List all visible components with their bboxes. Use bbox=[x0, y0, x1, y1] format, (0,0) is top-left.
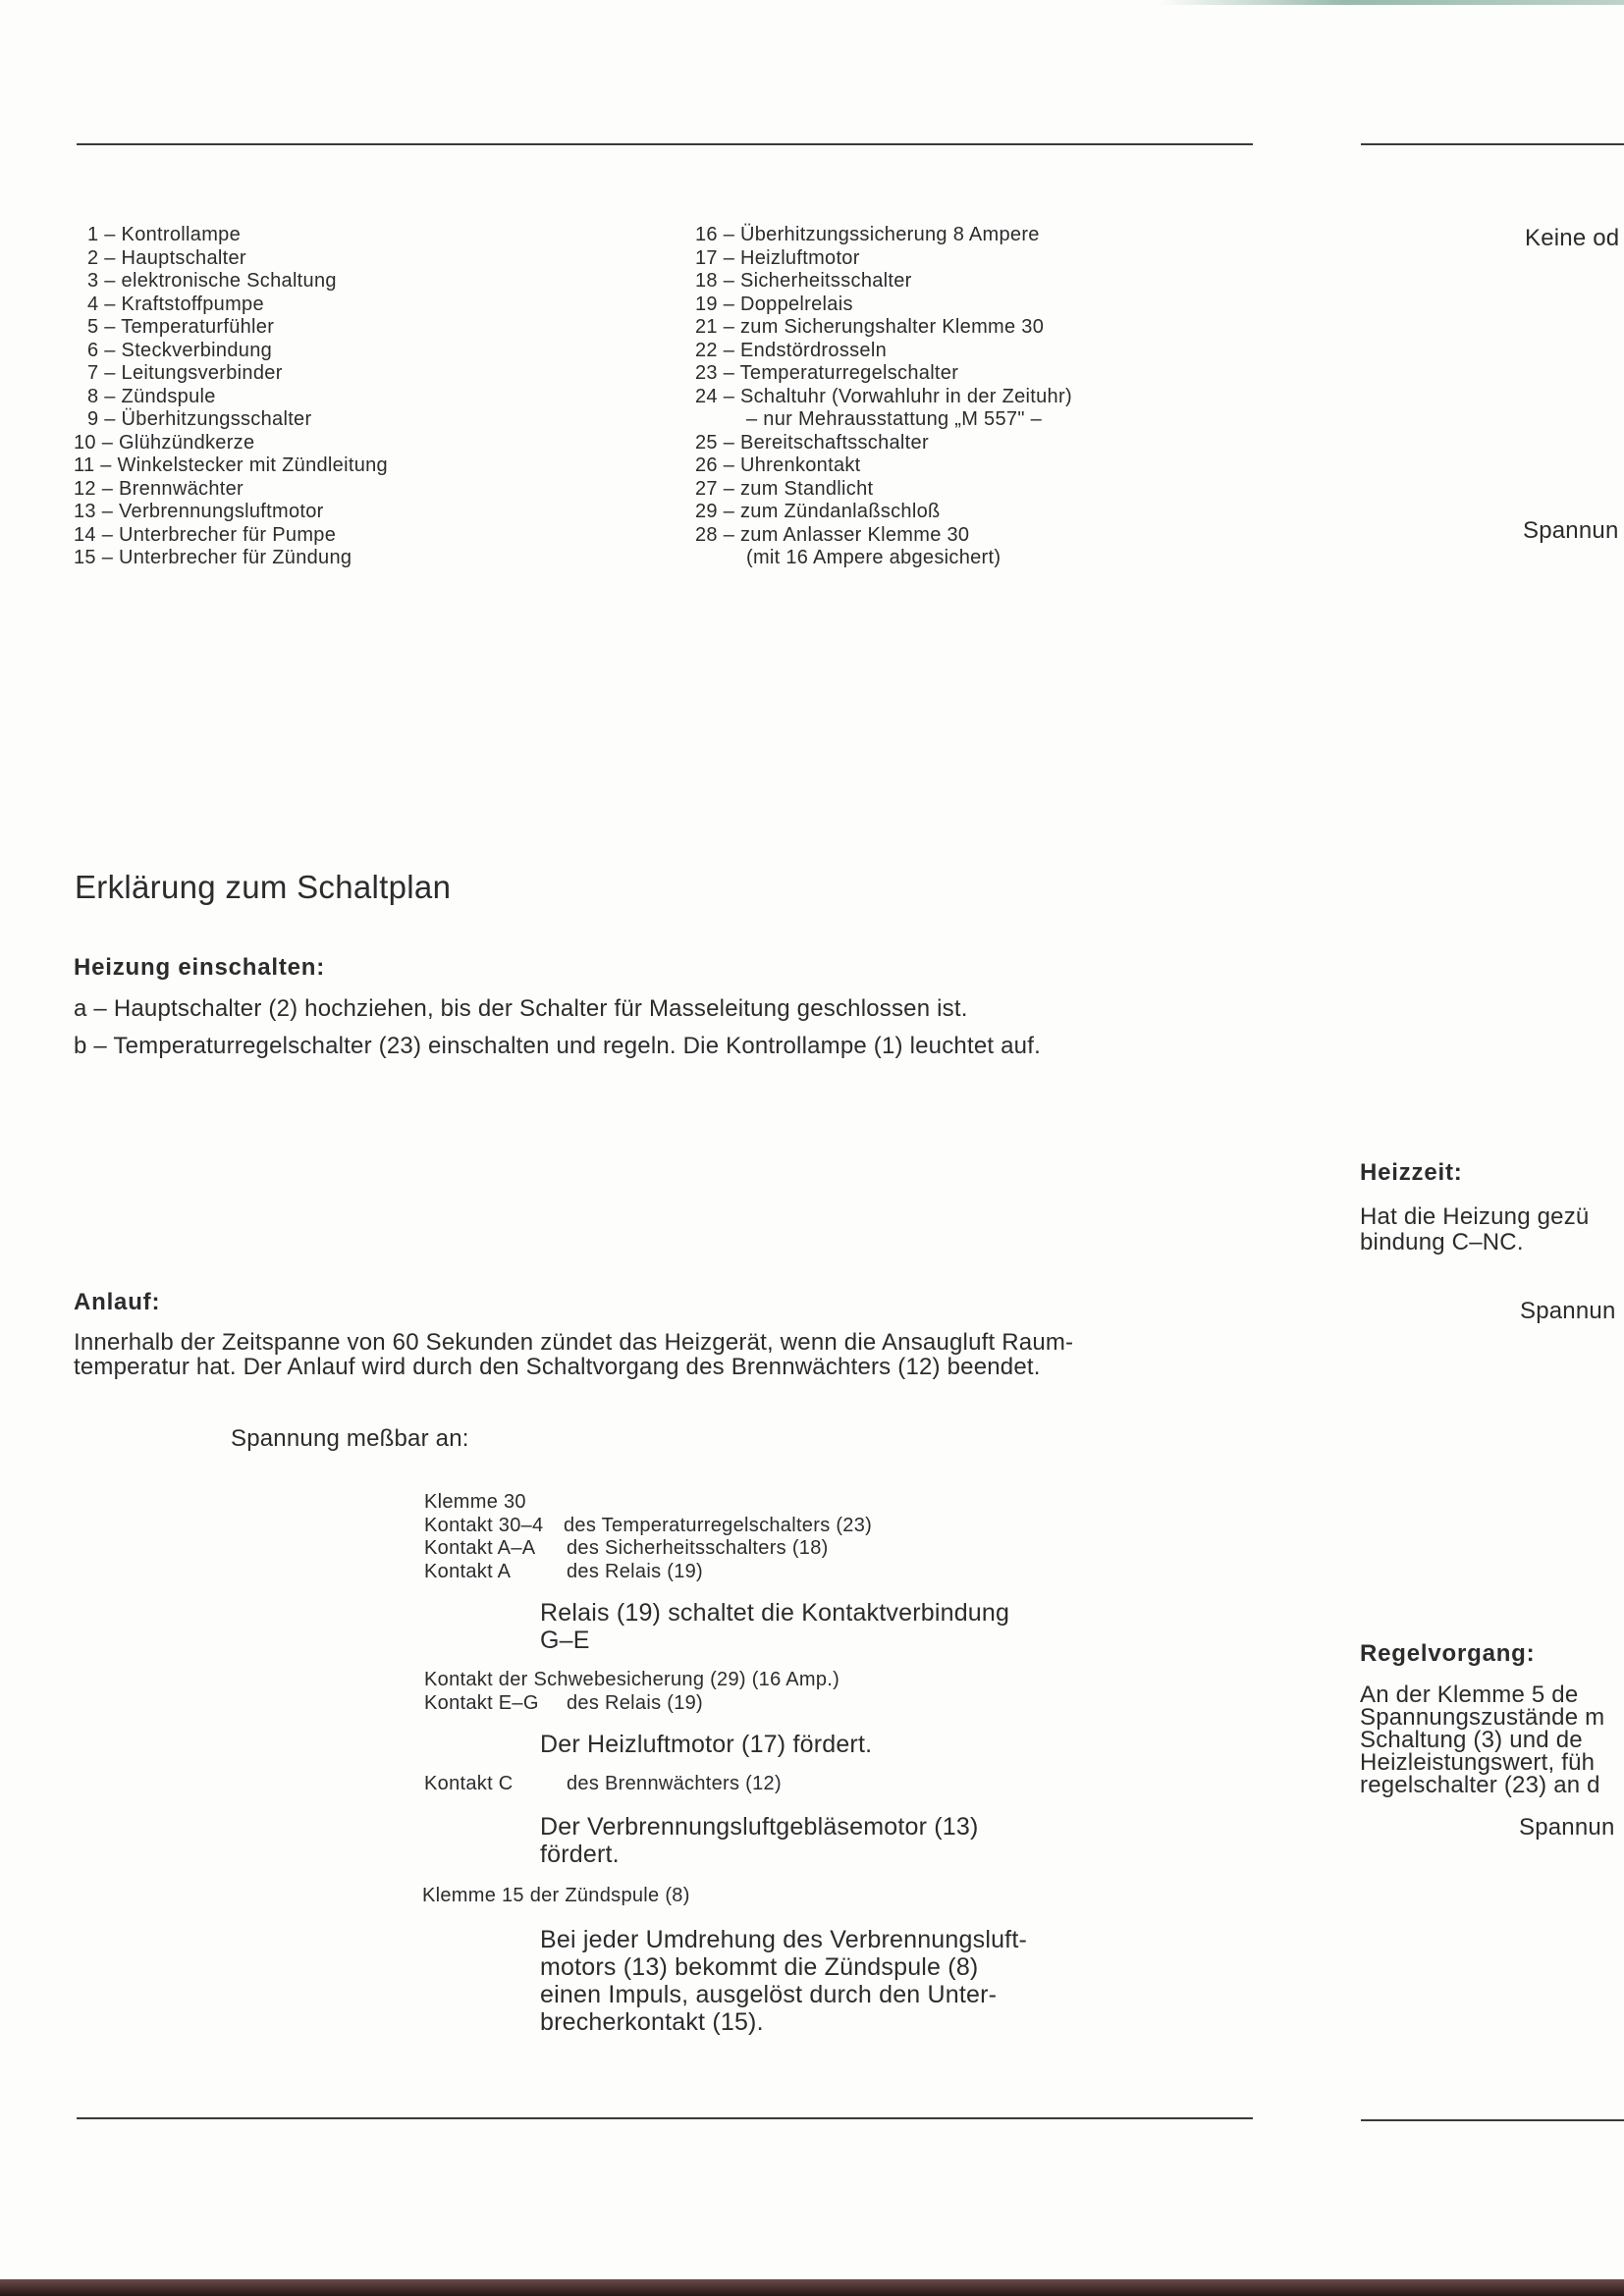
step-heizluftmotor: Der Heizluftmotor (17) fördert. bbox=[540, 1731, 873, 1758]
contact-label: Kontakt A bbox=[424, 1560, 512, 1582]
right-regel-text bbox=[1360, 1683, 1604, 1796]
bottom-rule-right bbox=[1361, 2119, 1624, 2121]
heizung-heading: Heizung einschalten: bbox=[74, 954, 326, 981]
contact-label: Kontakt A–A bbox=[424, 1537, 536, 1559]
contact-list-1 bbox=[424, 1491, 872, 1583]
contact-label: Kontakt C bbox=[424, 1773, 514, 1794]
anlauf-text bbox=[74, 1330, 1073, 1379]
step-line: fördert. bbox=[540, 1841, 620, 1868]
legend-item: 27 – zum Standlicht bbox=[695, 477, 874, 500]
contact-klemme-30: Klemme 30 bbox=[424, 1491, 526, 1513]
legend-item: 29 – zum Zündanlaßschloß bbox=[695, 501, 941, 522]
regel-line: Heizleistungswert, füh bbox=[1360, 1749, 1596, 1776]
right-heizzeit-heading: Heizzeit: bbox=[1360, 1159, 1463, 1186]
contact-row bbox=[424, 1515, 872, 1538]
legend-item: 23 – Temperaturregelschalter bbox=[695, 362, 959, 384]
step-verbrennungsluft bbox=[540, 1813, 979, 1868]
contact-row bbox=[424, 1773, 782, 1796]
step-line: Bei jeder Umdrehung des Verbrennungsluft- bbox=[540, 1926, 1027, 1953]
right-keine-od: Keine od bbox=[1525, 225, 1620, 251]
right-regelvorgang-heading: Regelvorgang: bbox=[1360, 1640, 1536, 1667]
legend-item: 15 – Unterbrecher für Zündung bbox=[74, 547, 352, 568]
legend-item: 21 – zum Sicherungshalter Klemme 30 bbox=[695, 316, 1045, 338]
top-rule-left bbox=[77, 143, 1253, 145]
legend-item: 24 – Schaltuhr (Vorwahluhr in der Zeituhr) bbox=[695, 385, 1072, 407]
legend-item: (mit 16 Ampere abgesichert) bbox=[746, 547, 1001, 568]
regel-line: Schaltung (3) und de bbox=[1360, 1727, 1583, 1753]
contact-row bbox=[424, 1537, 872, 1561]
heizzeit-line: bindung C–NC. bbox=[1360, 1229, 1524, 1255]
top-rule-right bbox=[1361, 143, 1624, 145]
contact-desc: des Brennwächters (12) bbox=[567, 1773, 782, 1794]
contact-label: Kontakt 30–4 bbox=[424, 1514, 544, 1536]
legend-item: 22 – Endstördrosseln bbox=[695, 339, 888, 361]
legend-item: 3 – elektronische Schaltung bbox=[87, 270, 337, 292]
legend-item: 26 – Uhrenkontakt bbox=[695, 454, 861, 476]
legend-item: 16 – Überhitzungssicherung 8 Ampere bbox=[695, 224, 1040, 245]
legend-item: 19 – Doppelrelais bbox=[695, 293, 853, 315]
legend-item: 7 – Leitungsverbinder bbox=[87, 362, 283, 384]
contact-list-4 bbox=[422, 1885, 690, 1908]
legend-item: 8 – Zündspule bbox=[87, 385, 216, 407]
legend-item: – nur Mehrausstattung „M 557" – bbox=[746, 408, 1042, 430]
contact-desc: des Sicherheitsschalters (18) bbox=[567, 1537, 829, 1559]
legend-item: 25 – Bereitschaftsschalter bbox=[695, 431, 929, 454]
contact-row: Kontakt der Schwebesicherung (29) (16 Amp.) bbox=[424, 1669, 840, 1690]
right-spannung-3: Spannun bbox=[1519, 1814, 1615, 1841]
right-spannung-1: Spannun bbox=[1523, 517, 1619, 544]
contact-desc: des Temperaturregelschalters (23) bbox=[564, 1514, 873, 1536]
anlauf-line: temperatur hat. Der Anlauf wird durch den Schaltvorgang des Brennwächters (12) beendet. bbox=[74, 1354, 1041, 1380]
legend-right bbox=[695, 224, 1072, 570]
step-line: brecherkontakt (15). bbox=[540, 2008, 764, 2036]
bottom-rule-left bbox=[77, 2117, 1253, 2119]
spannung-messbar-label: Spannung meßbar an: bbox=[231, 1425, 469, 1452]
step-line: einen Impuls, ausgelöst durch den Unter- bbox=[540, 1981, 998, 2008]
heizung-step-b: b – Temperaturregelschalter (23) einschalten und regeln. Die Kontrollampe (1) leuchtet auf. bbox=[74, 1033, 1041, 1059]
heizzeit-line: Hat die Heizung gezü bbox=[1360, 1203, 1590, 1230]
contact-list-3 bbox=[424, 1773, 782, 1796]
legend-item: 12 – Brennwächter bbox=[74, 477, 244, 500]
step-zuendspule bbox=[540, 1926, 1027, 2036]
anlauf-line: Innerhalb der Zeitspanne von 60 Sekunden zündet das Heizgerät, wenn die Ansaugluft Raum- bbox=[74, 1329, 1074, 1356]
legend-item: 18 – Sicherheitsschalter bbox=[695, 270, 912, 292]
regel-line: Spannungszustände m bbox=[1360, 1704, 1605, 1731]
contact-desc: des Relais (19) bbox=[567, 1560, 704, 1582]
contact-row bbox=[424, 1561, 872, 1584]
step-relais bbox=[540, 1599, 1009, 1654]
legend-item: 17 – Heizluftmotor bbox=[695, 246, 860, 269]
legend-item: 5 – Temperaturfühler bbox=[87, 316, 275, 338]
legend-item: 9 – Überhitzungsschalter bbox=[87, 408, 312, 430]
contact-row: Klemme 15 der Zündspule (8) bbox=[422, 1885, 690, 1906]
contact-label: Kontakt E–G bbox=[424, 1691, 539, 1714]
legend-item: 10 – Glühzündkerze bbox=[74, 431, 255, 454]
legend-item: 13 – Verbrennungsluftmotor bbox=[74, 501, 324, 522]
right-heizzeit-text bbox=[1360, 1202, 1589, 1257]
legend-item: 11 – Winkelstecker mit Zündleitung bbox=[74, 454, 388, 476]
heizung-step-a: a – Hauptschalter (2) hochziehen, bis der Schalter für Masseleitung geschlossen ist. bbox=[74, 995, 968, 1022]
step-line: Relais (19) schaltet die Kontaktverbindung bbox=[540, 1599, 1010, 1627]
legend-item: 1 – Kontrollampe bbox=[87, 224, 242, 245]
right-spannung-2: Spannun bbox=[1520, 1298, 1616, 1324]
anlauf-heading: Anlauf: bbox=[74, 1289, 161, 1315]
legend-item: 4 – Kraftstoffpumpe bbox=[87, 293, 264, 315]
scan-edge-bottom bbox=[0, 2279, 1624, 2296]
contact-row bbox=[424, 1692, 839, 1716]
scan-edge-top bbox=[1159, 0, 1624, 5]
regel-line: regelschalter (23) an d bbox=[1360, 1772, 1600, 1798]
legend-item: 2 – Hauptschalter bbox=[87, 246, 246, 269]
section-title: Erklärung zum Schaltplan bbox=[75, 869, 452, 905]
step-line: Der Verbrennungsluftgebläsemotor (13) bbox=[540, 1813, 979, 1841]
legend-item: 28 – zum Anlasser Klemme 30 bbox=[695, 523, 970, 546]
step-line: motors (13) bekommt die Zündspule (8) bbox=[540, 1953, 979, 1981]
legend-item: 6 – Steckverbindung bbox=[87, 339, 273, 361]
regel-line: An der Klemme 5 de bbox=[1360, 1682, 1579, 1708]
legend-item: 14 – Unterbrecher für Pumpe bbox=[74, 523, 337, 546]
contact-desc: des Relais (19) bbox=[567, 1691, 704, 1714]
contact-list-2 bbox=[424, 1669, 839, 1715]
legend-left bbox=[74, 224, 388, 570]
step-line: G–E bbox=[540, 1627, 590, 1654]
